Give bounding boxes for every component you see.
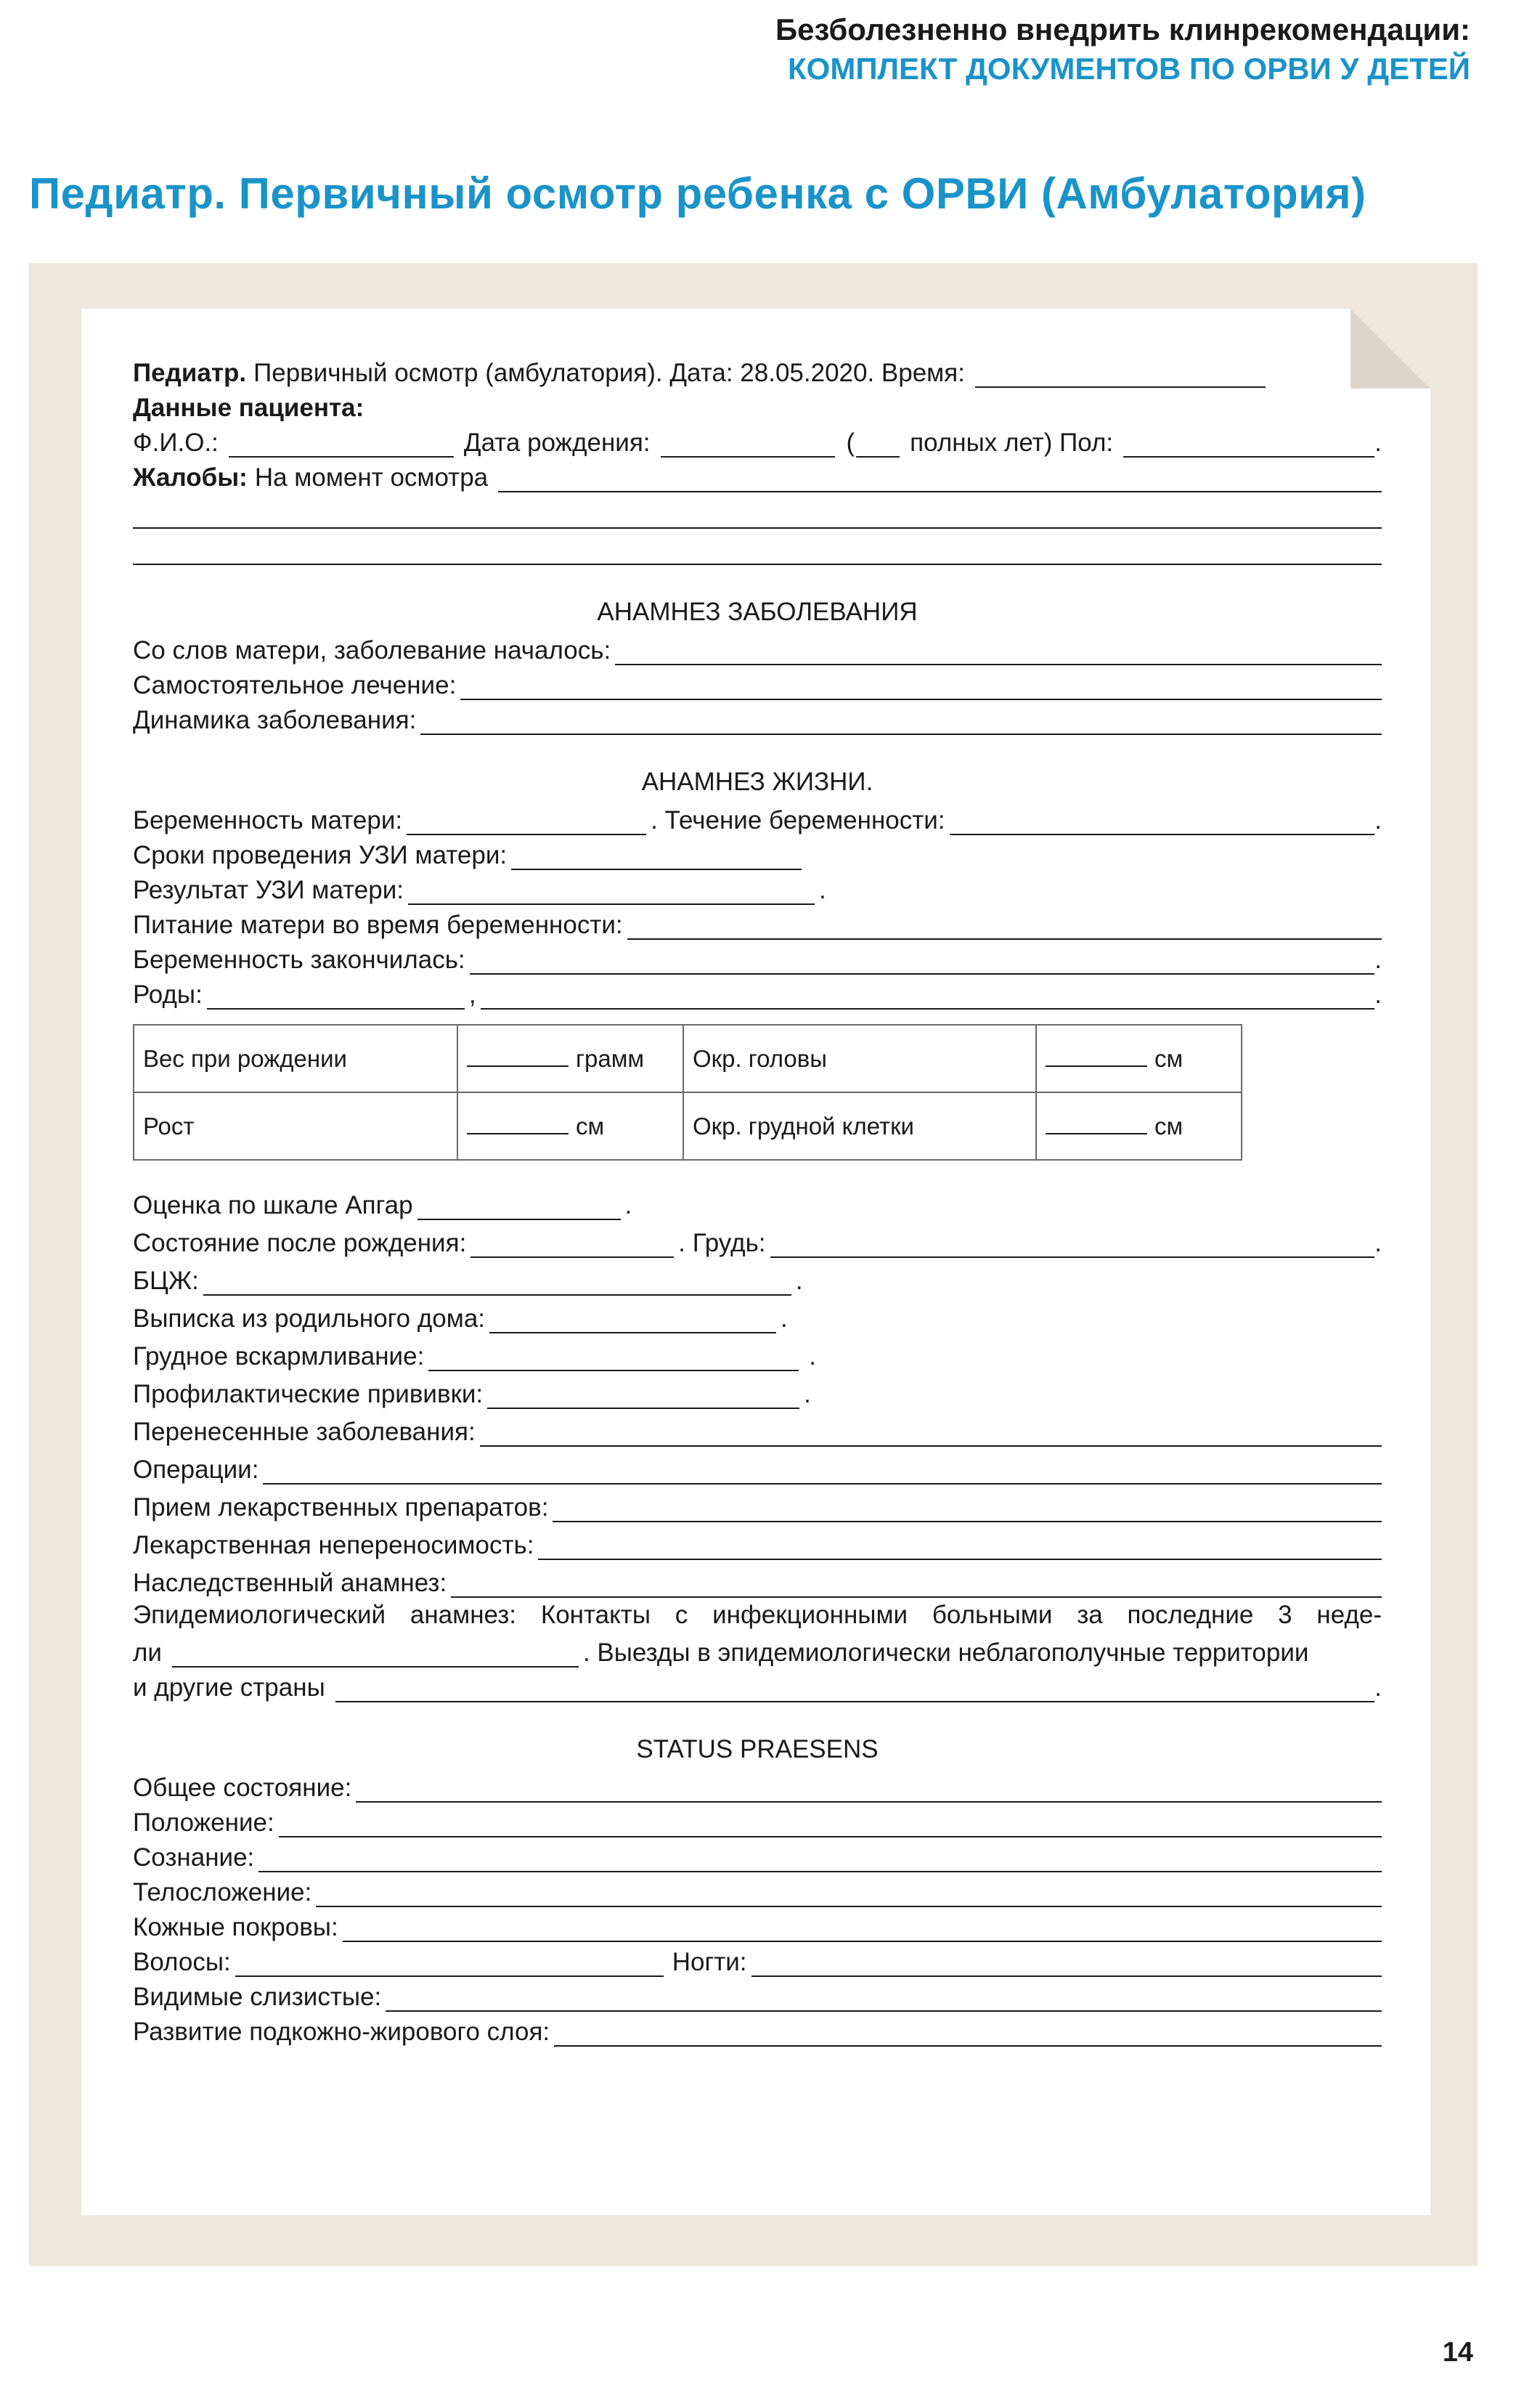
- field-row: [133, 1560, 1382, 1598]
- unit-label: см: [1154, 1044, 1183, 1072]
- breastfeeding-field[interactable]: [428, 1348, 799, 1371]
- epid-li: ли: [133, 1638, 162, 1667]
- years-field[interactable]: [856, 434, 900, 458]
- breastfeeding-label: Грудное вскармливание:: [133, 1342, 425, 1370]
- fio-field[interactable]: [229, 434, 454, 458]
- complaints-field[interactable]: [498, 469, 1382, 492]
- header-line-1: Безболезненно внедрить клинрекомендации:: [775, 12, 1470, 46]
- field-row: [133, 940, 1382, 975]
- position-label: Положение:: [133, 1808, 274, 1837]
- page-title: Педиатр. Первичный осмотр ребенка с ОРВИ (Амбулатория): [29, 169, 1366, 218]
- operations-field[interactable]: [263, 1461, 1382, 1485]
- pregnancy-course-field[interactable]: [950, 812, 1375, 835]
- table-cell: [134, 1092, 457, 1160]
- field-row: [133, 1258, 1382, 1296]
- section-status-praesens: STATUS PRAESENS: [636, 1735, 879, 1763]
- field-row: [133, 1447, 1382, 1485]
- fat-layer-field[interactable]: [554, 2023, 1382, 2047]
- field-row: [133, 630, 1382, 665]
- heredity-field[interactable]: [451, 1575, 1382, 1598]
- past-diseases-field[interactable]: [480, 1424, 1382, 1447]
- table-cell[interactable]: [1036, 1025, 1242, 1092]
- medications-field[interactable]: [553, 1499, 1382, 1522]
- onset-field[interactable]: [615, 642, 1382, 665]
- state-after-birth-field[interactable]: [470, 1235, 674, 1258]
- table-row: [134, 1092, 1242, 1160]
- unit-label: см: [1154, 1112, 1183, 1140]
- unit-label: грамм: [576, 1044, 645, 1072]
- operations-label: Операции:: [133, 1455, 259, 1484]
- pregnancy-end-field[interactable]: [470, 951, 1375, 975]
- epid-line-2: [133, 1633, 1382, 1668]
- field-row: [133, 1837, 1382, 1872]
- delivery-field-1[interactable]: [207, 986, 465, 1010]
- field-row: [133, 1872, 1382, 1907]
- dot: .: [804, 1380, 811, 1408]
- build-label: Телосложение:: [133, 1878, 312, 1906]
- field-row: [133, 975, 1382, 1010]
- position-field[interactable]: [279, 1814, 1382, 1837]
- field-row: [133, 905, 1382, 940]
- complaints-line-2[interactable]: [133, 492, 1382, 529]
- bcg-field[interactable]: [203, 1272, 791, 1296]
- discharge-label: Выписка из родильного дома:: [133, 1304, 486, 1333]
- head-circumference-label: Окр. головы: [693, 1044, 827, 1072]
- dynamics-field[interactable]: [420, 712, 1382, 735]
- epid-contacts-field[interactable]: [172, 1644, 579, 1668]
- field-row: [133, 1485, 1382, 1522]
- table-row: [134, 1025, 1242, 1092]
- dynamics-label: Динамика заболевания:: [133, 706, 417, 734]
- consciousness-label: Сознание:: [133, 1843, 255, 1872]
- field-row: [133, 1333, 1382, 1371]
- field-row: [133, 1907, 1382, 1942]
- section-anamnesis-morbi: АНАМНЕЗ ЗАБОЛЕВАНИЯ: [597, 598, 918, 626]
- page-number: 14: [1442, 2337, 1473, 2368]
- field-row: [133, 1296, 1382, 1333]
- bcg-label: БЦЖ:: [133, 1267, 199, 1295]
- state-after-birth-label: Состояние после рождения:: [133, 1229, 467, 1257]
- heredity-label: Наследственный анамнез:: [133, 1569, 447, 1597]
- field-row: [133, 835, 1382, 870]
- fat-layer-label: Развитие подкожно-жирового слоя:: [133, 2018, 550, 2046]
- years-open: (: [846, 429, 855, 457]
- epid-countries-label: и другие страны: [133, 1673, 325, 1702]
- section-anamnesis-vitae: АНАМНЕЗ ЖИЗНИ.: [641, 768, 873, 796]
- form-header-row: [133, 353, 1382, 388]
- dot: .: [1374, 946, 1382, 974]
- apgar-label: Оценка по шкале Апгар: [133, 1191, 413, 1219]
- birth-date-field[interactable]: [661, 434, 835, 458]
- height-field[interactable]: [467, 1113, 569, 1134]
- complaints-label: Жалобы:: [133, 463, 248, 492]
- birth-weight-field[interactable]: [467, 1045, 569, 1067]
- field-row: [133, 1803, 1382, 1837]
- vaccinations-label: Профилактические прививки:: [133, 1380, 484, 1408]
- chest-circumference-field[interactable]: [1046, 1113, 1147, 1134]
- patient-heading-row: [133, 388, 1382, 423]
- dot: .: [1374, 1673, 1382, 1702]
- field-row: [133, 1220, 1382, 1258]
- form-content: [133, 353, 1382, 2047]
- field-row: [133, 1522, 1382, 1560]
- apgar-field[interactable]: [417, 1197, 621, 1220]
- dot: .: [781, 1304, 788, 1333]
- onset-label: Со слов матери, заболевание началось:: [133, 636, 611, 665]
- nutrition-label: Питание матери во время беременности:: [133, 911, 623, 939]
- time-field[interactable]: [975, 365, 1266, 388]
- breast-field[interactable]: [770, 1235, 1375, 1258]
- exam-info: Первичный осмотр (амбулатория). Дата: 28.05.2020. Время:: [253, 359, 965, 387]
- complaints-text: На момент осмотра: [254, 463, 489, 492]
- hair-label: Волосы:: [133, 1948, 231, 1976]
- field-row: [133, 800, 1382, 835]
- epid-line-1: Эпидемиологический анамнез: Контакты с инфекционными больными за последние 3 неде-: [133, 1601, 1382, 1629]
- past-diseases-label: Перенесенные заболевания:: [133, 1418, 476, 1446]
- field-row: [133, 2012, 1382, 2047]
- build-field[interactable]: [316, 1884, 1382, 1907]
- nails-field[interactable]: [751, 1954, 1382, 1977]
- uzi-dates-label: Сроки проведения УЗИ матери:: [133, 841, 508, 869]
- delivery-label: Роды:: [133, 980, 203, 1009]
- epid-countries-field[interactable]: [335, 1679, 1375, 1702]
- patient-heading: Данные пациента:: [133, 394, 364, 422]
- epid-travel-text: . Выезды в эпидемиологически неблагополучные территории: [582, 1638, 1309, 1667]
- uzi-result-field[interactable]: [408, 882, 815, 905]
- pregnancy-end-label: Беременность закончилась:: [133, 946, 465, 974]
- table-cell: [683, 1092, 1036, 1160]
- running-header: [775, 10, 1470, 89]
- dot: .: [809, 1342, 817, 1370]
- field-row: [133, 1768, 1382, 1803]
- uzi-dates-field[interactable]: [511, 847, 802, 870]
- field-row: [133, 1371, 1382, 1409]
- dot: .: [1374, 429, 1382, 457]
- unit-label: см: [576, 1112, 605, 1140]
- general-state-field[interactable]: [356, 1779, 1382, 1803]
- comma: ,: [468, 980, 476, 1009]
- mucosa-label: Видимые слизистые:: [133, 1983, 382, 2011]
- dot: .: [1374, 1229, 1382, 1257]
- nails-label: Ногти:: [672, 1948, 747, 1976]
- field-row: [133, 700, 1382, 735]
- dot: .: [819, 876, 826, 904]
- field-row: [133, 665, 1382, 700]
- self-treatment-field[interactable]: [460, 677, 1382, 700]
- dot: .: [795, 1267, 803, 1295]
- consciousness-field[interactable]: [258, 1849, 1382, 1872]
- drug-intolerance-field[interactable]: [538, 1537, 1382, 1560]
- complaints-row: [133, 458, 1382, 492]
- pregnancy-course-label: . Течение беременности:: [651, 806, 945, 834]
- dot: .: [1374, 806, 1382, 834]
- table-cell[interactable]: [1036, 1092, 1242, 1160]
- table-cell: [134, 1025, 457, 1092]
- field-row: [133, 1942, 1382, 1977]
- dot: .: [1374, 980, 1382, 1009]
- medications-label: Прием лекарственных препаратов:: [133, 1493, 549, 1522]
- vaccinations-field[interactable]: [487, 1386, 799, 1409]
- years-sex-label: полных лет) Пол:: [910, 429, 1114, 457]
- patient-row: [133, 423, 1382, 458]
- breast-label: . Грудь:: [678, 1229, 766, 1257]
- table-cell[interactable]: [457, 1092, 683, 1160]
- nutrition-field[interactable]: [627, 917, 1382, 940]
- uzi-result-label: Результат УЗИ матери:: [133, 876, 404, 904]
- chest-circumference-label: Окр. грудной клетки: [693, 1112, 914, 1140]
- complaints-line-3[interactable]: [133, 529, 1382, 565]
- sex-field[interactable]: [1123, 434, 1374, 458]
- dot: .: [624, 1191, 632, 1219]
- field-row: [133, 1182, 1382, 1220]
- height-label: Рост: [143, 1112, 195, 1140]
- mucosa-field[interactable]: [386, 1989, 1382, 2012]
- fio-label: Ф.И.О.:: [133, 429, 219, 457]
- drug-intolerance-label: Лекарственная непереносимость:: [133, 1531, 534, 1559]
- hair-field[interactable]: [235, 1954, 664, 1977]
- general-state-label: Общее состояние:: [133, 1774, 352, 1802]
- doctor-label: Педиатр.: [133, 359, 247, 387]
- measurements-table: [133, 1024, 1242, 1161]
- header-line-2: КОМПЛЕКТ ДОКУМЕНТОВ ПО ОРВИ У ДЕТЕЙ: [788, 52, 1470, 86]
- skin-label: Кожные покровы:: [133, 1913, 338, 1941]
- skin-field[interactable]: [343, 1919, 1382, 1942]
- field-row: [133, 870, 1382, 905]
- table-cell[interactable]: [457, 1025, 683, 1092]
- field-row: [133, 1977, 1382, 2012]
- discharge-field[interactable]: [489, 1310, 776, 1333]
- field-row: [133, 1409, 1382, 1447]
- epid-line-3: [133, 1668, 1382, 1702]
- self-treatment-label: Самостоятельное лечение:: [133, 671, 457, 699]
- table-cell: [683, 1025, 1036, 1092]
- pregnancy-field[interactable]: [407, 812, 646, 835]
- pregnancy-label: Беременность матери:: [133, 806, 403, 834]
- birth-date-label: Дата рождения:: [463, 429, 651, 457]
- head-circumference-field[interactable]: [1046, 1045, 1147, 1067]
- birth-weight-label: Вес при рождении: [143, 1044, 347, 1072]
- delivery-field-2[interactable]: [481, 986, 1375, 1010]
